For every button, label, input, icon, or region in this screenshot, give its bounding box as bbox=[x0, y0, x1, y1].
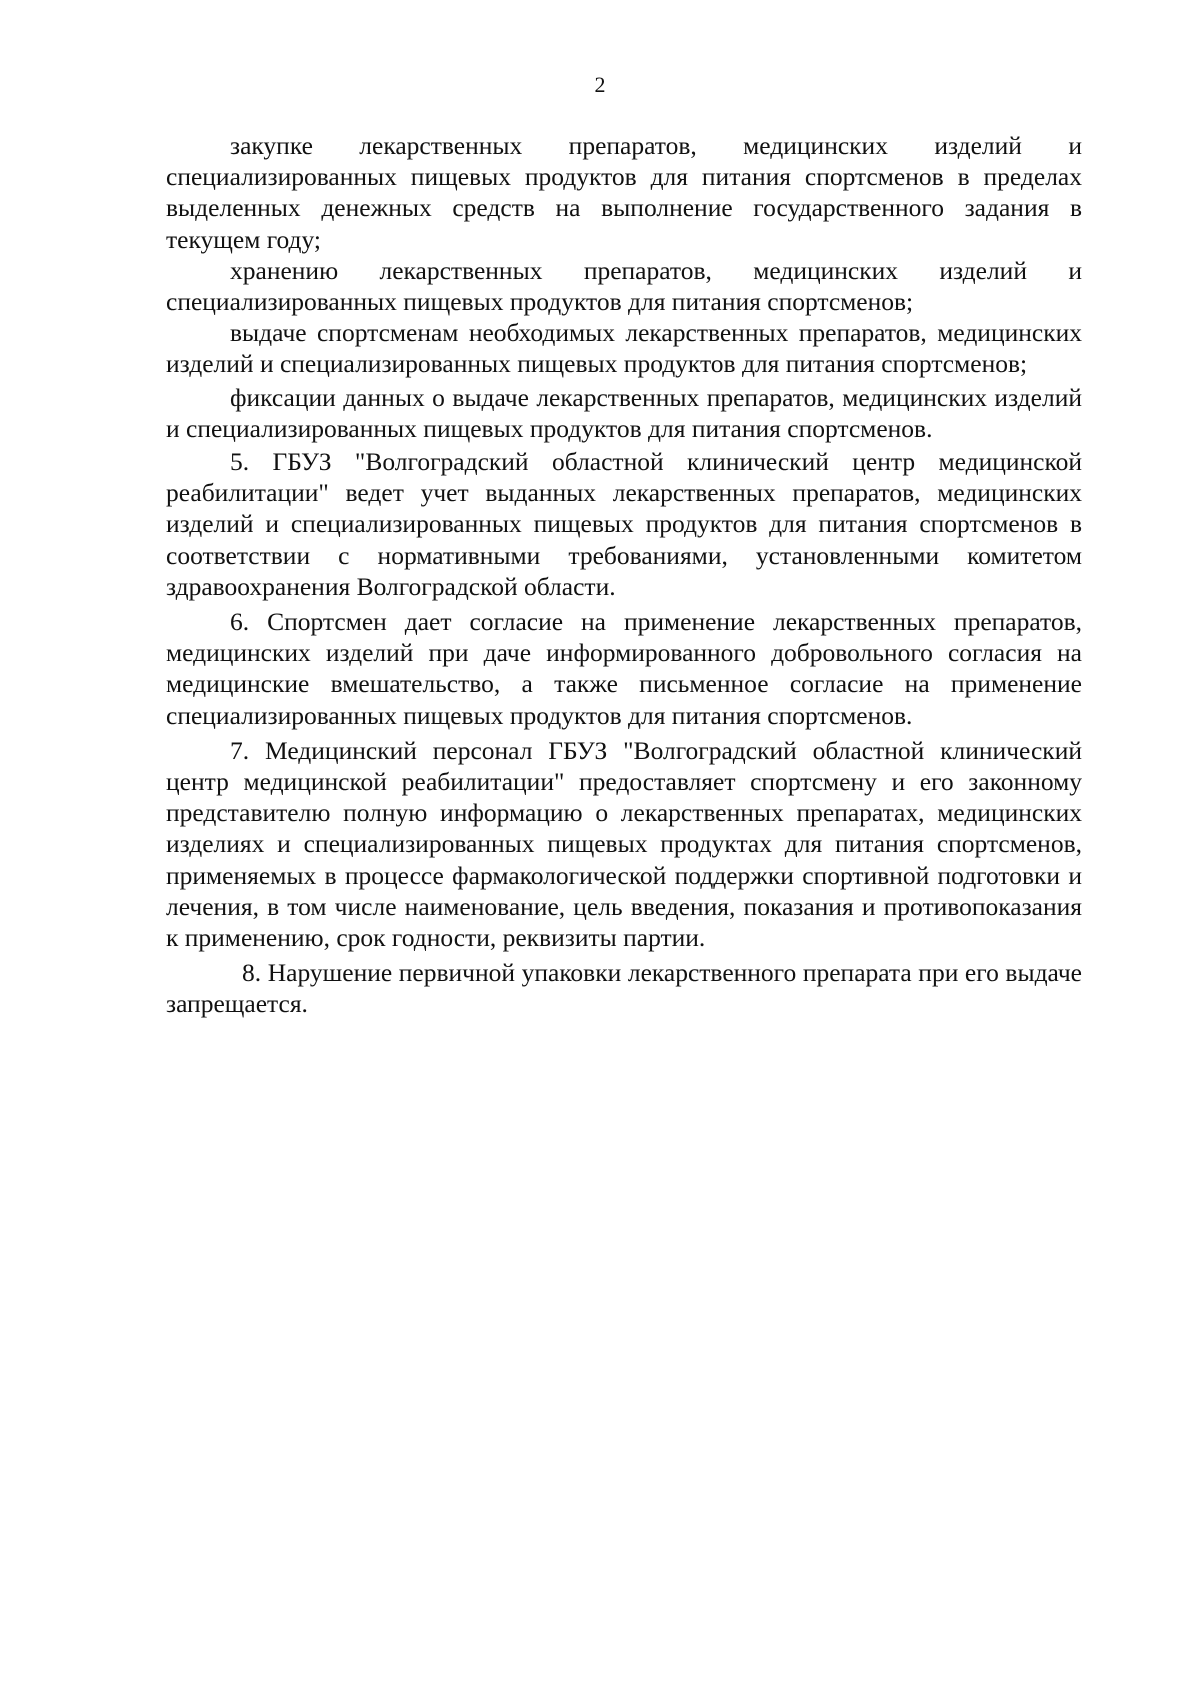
paragraph-issuance: выдаче спортсменам необходимых лекарственных препаратов, медицинских изделий и специализированных пищевых продуктов для питания спортсменов; bbox=[166, 318, 1082, 379]
document-body bbox=[166, 130, 1082, 1020]
paragraph-item-8: 8. Нарушение первичной упаковки лекарственного препарата при его выдаче запрещается. bbox=[166, 958, 1082, 1019]
paragraph-recording: фиксации данных о выдаче лекарственных препаратов, медицинских изделий и специализированных пищевых продуктов для питания спортсменов. bbox=[166, 382, 1082, 443]
page-number: 2 bbox=[594, 72, 606, 97]
paragraph-procurement: закупке лекарственных препаратов, медицинских изделий и специализированных пищевых продуктов для питания спортсменов в пределах выделенных денежных средств на выполнение государственного задания в текущем году; bbox=[166, 131, 1082, 254]
paragraph-item-5: 5. ГБУЗ "Волгоградский областной клинический центр медицинской реабилитации" ведет учет выданных лекарственных препаратов, медицинских изделий и специализированных пищевых продуктов для питания спортсменов в соответствии с нормативными требованиями, установленными комитетом здравоохранения Волгоградской области. bbox=[166, 447, 1082, 601]
paragraph-item-6: 6. Спортсмен дает согласие на применение лекарственных препаратов, медицинских изделий при даче информированного добровольного согласия на медицинские вмешательство, а также письменное согласие на применение специализированных пищевых продуктов для питания спортсменов. bbox=[166, 607, 1082, 730]
paragraph-storage: хранению лекарственных препаратов, медицинских изделий и специализированных пищевых продуктов для питания спортсменов; bbox=[166, 255, 1082, 317]
paragraph-item-7: 7. Медицинский персонал ГБУЗ "Волгоградский областной клинический центр медицинской реабилитации" предоставляет спортсмену и его законному представителю полную информацию о лекарственных препаратах, медицинских изделиях и специализированных пищевых продуктах для питания спортсменов, применяемых в процессе фармакологической поддержки спортивной подготовки и лечения, в том числе наименование, цель введения, показания и противопоказания к применению, срок годности, реквизиты партии. bbox=[166, 735, 1082, 953]
